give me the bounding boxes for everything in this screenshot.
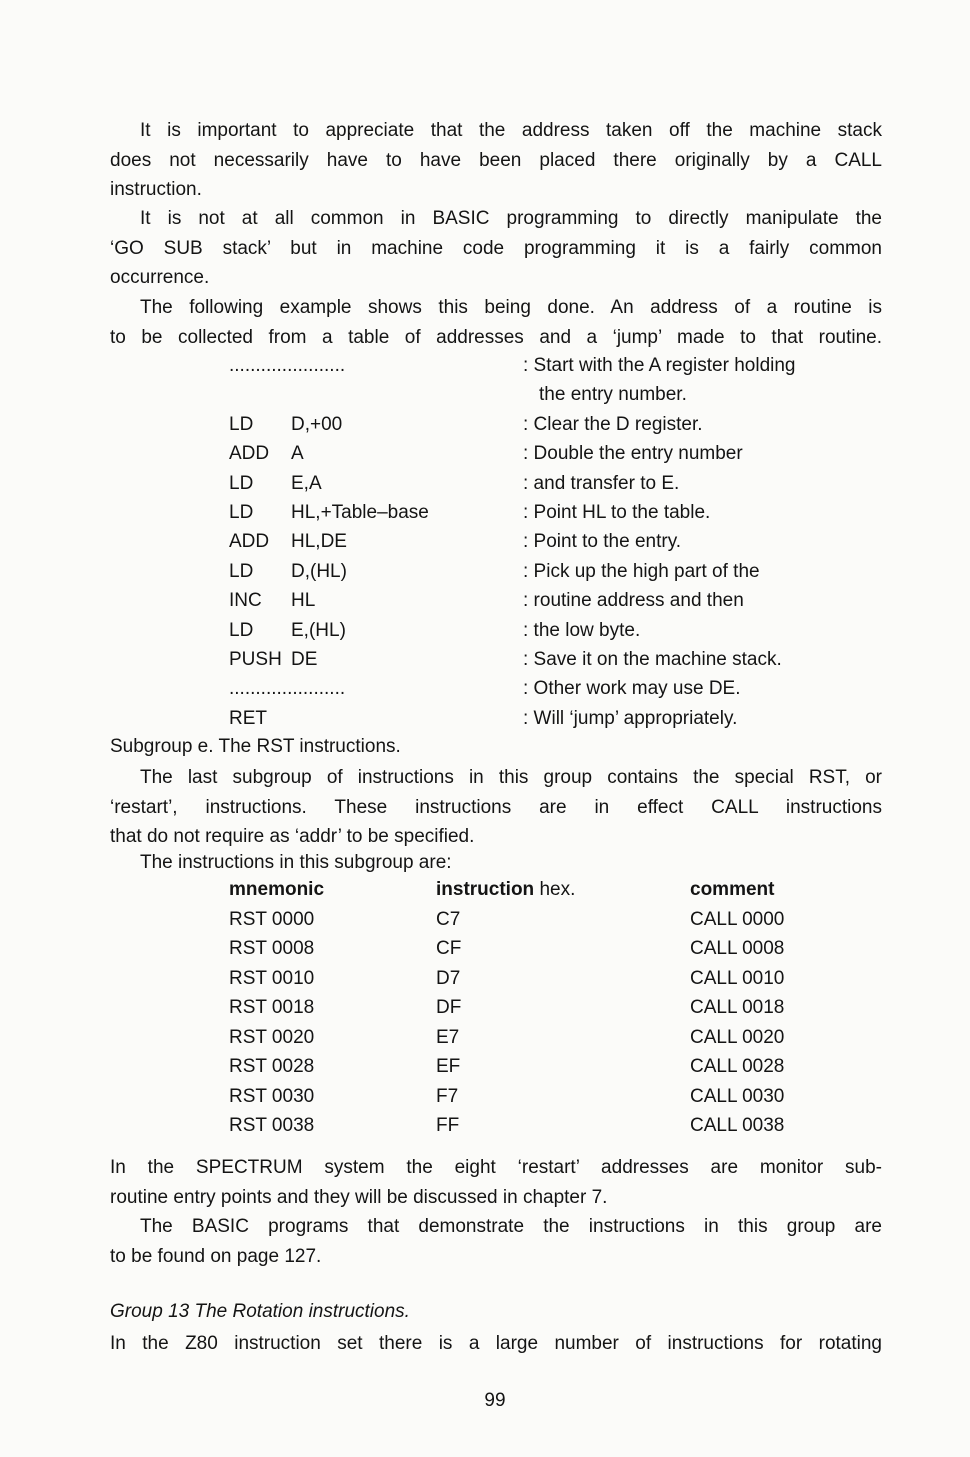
table-header-row [229, 879, 849, 909]
code-mnemonic: LD [229, 560, 254, 582]
code-mnemonic: LD [229, 619, 254, 641]
code-comment: : routine address and then [523, 590, 744, 612]
cell-hex: E7 [436, 1026, 460, 1048]
code-line [229, 620, 889, 649]
paragraph-rotation-intro [110, 1329, 882, 1359]
text-line: It is not at all common in BASIC programming to directly manipulate the [140, 208, 882, 229]
code-line [229, 678, 889, 707]
code-operand: E,(HL) [291, 619, 346, 641]
code-comment: the entry number. [539, 384, 687, 406]
code-line [229, 355, 889, 384]
column-header-instruction: instruction [436, 879, 535, 900]
code-comment: : Point HL to the table. [523, 501, 711, 523]
page-number: 99 [484, 1390, 506, 1411]
code-line [229, 531, 889, 560]
code-line [229, 414, 889, 443]
code-mnemonic: ...................... [229, 355, 346, 376]
table-row [229, 968, 849, 998]
code-comment: : Save it on the machine stack. [523, 648, 782, 670]
code-line [229, 473, 889, 502]
text-line: The last subgroup of instructions in this group contains the special RST, or [140, 767, 882, 788]
text-line: occurrence. [110, 267, 210, 288]
code-mnemonic: LD [229, 472, 254, 494]
code-comment: : Pick up the high part of the [523, 560, 760, 582]
code-comment: : Point to the entry. [523, 531, 682, 553]
code-comment: : and transfer to E. [523, 472, 680, 494]
paragraph-basic-programs [110, 1212, 882, 1271]
text-line: to be collected from a table of addresses and a ‘jump’ made to that routine. [110, 326, 882, 348]
cell-mnemonic: RST 0028 [229, 1056, 315, 1077]
cell-comment: CALL 0020 [690, 1026, 785, 1048]
cell-mnemonic: RST 0038 [229, 1115, 315, 1136]
table-row [229, 1086, 849, 1116]
code-line [229, 561, 889, 590]
table-row [229, 1027, 849, 1057]
code-mnemonic: LD [229, 413, 254, 435]
text-line: It is important to appreciate that the address taken off the machine stack [140, 120, 882, 141]
paragraph-rst-intro [110, 763, 882, 852]
code-operand: A [291, 443, 304, 465]
paragraph-example-intro [110, 293, 882, 352]
cell-comment: CALL 0028 [690, 1056, 785, 1077]
code-operand: DE [291, 648, 318, 670]
code-operand: HL,+Table–base [291, 501, 429, 523]
paragraph-gosub-stack [110, 204, 882, 293]
text-line: that do not require as ‘addr’ to be specified. [110, 826, 475, 847]
cell-comment: CALL 0008 [690, 938, 785, 959]
cell-hex: CF [436, 938, 462, 959]
cell-hex: C7 [436, 908, 461, 930]
code-operand: E,A [291, 472, 322, 494]
table-row [229, 997, 849, 1027]
cell-mnemonic: RST 0008 [229, 938, 315, 959]
code-mnemonic: RET [229, 707, 267, 729]
code-comment: : Will ‘jump’ appropriately. [523, 707, 738, 729]
cell-mnemonic: RST 0030 [229, 1085, 315, 1107]
cell-hex: EF [436, 1056, 461, 1077]
code-comment: : the low byte. [523, 619, 641, 641]
code-mnemonic: INC [229, 590, 262, 612]
column-header-comment: comment [690, 879, 775, 900]
table-row [229, 938, 849, 968]
table-row [229, 909, 849, 939]
cell-comment: CALL 0010 [690, 967, 785, 989]
paragraph-spectrum-restart [110, 1153, 882, 1212]
group-heading: Group 13 The Rotation instructions. [110, 1301, 410, 1322]
code-line [229, 590, 889, 619]
code-operand: HL,DE [291, 531, 347, 553]
cell-hex: D7 [436, 967, 461, 989]
text-line: routine entry points and they will be discussed in chapter 7. [110, 1186, 608, 1208]
text-line: ‘GO SUB stack’ but in machine code programming it is a fairly common [110, 237, 882, 259]
text-line: does not necessarily have to have been placed there originally by a CALL [110, 149, 882, 171]
subgroup-heading: Subgroup e. The RST instructions. [110, 736, 401, 757]
code-operand: D,(HL) [291, 560, 347, 582]
table-row [229, 1056, 849, 1086]
cell-mnemonic: RST 0010 [229, 967, 315, 989]
cell-comment: CALL 0030 [690, 1085, 785, 1107]
paragraph-stack-address [110, 116, 882, 205]
cell-mnemonic: RST 0018 [229, 997, 315, 1018]
cell-comment: CALL 0000 [690, 908, 785, 930]
cell-hex: F7 [436, 1085, 459, 1107]
code-line [229, 384, 889, 413]
code-line [229, 708, 889, 737]
code-mnemonic: ADD [229, 531, 270, 553]
cell-hex: DF [436, 997, 462, 1018]
code-line [229, 443, 889, 472]
text-line: instruction. [110, 179, 202, 200]
column-header-instruction-hex [436, 879, 575, 901]
code-comment: : Other work may use DE. [523, 678, 741, 700]
paragraph-subgroup-list: The instructions in this subgroup are: [140, 852, 452, 873]
cell-mnemonic: RST 0020 [229, 1026, 315, 1048]
cell-mnemonic: RST 0000 [229, 908, 315, 930]
cell-comment: CALL 0038 [690, 1115, 785, 1136]
code-comment: : Clear the D register. [523, 413, 703, 435]
text-line: ‘restart’, instructions. These instructions are in effect CALL instructions [110, 796, 882, 818]
rst-table [229, 879, 849, 1145]
text-line: to be found on page 127. [110, 1245, 322, 1267]
code-line [229, 502, 889, 531]
code-comment: : Start with the A register holding [523, 355, 796, 376]
code-mnemonic: ADD [229, 443, 270, 465]
column-header-hex: hex. [539, 879, 576, 900]
code-listing [229, 355, 889, 737]
code-operand: D,+00 [291, 413, 343, 435]
cell-comment: CALL 0018 [690, 997, 785, 1018]
code-comment: : Double the entry number [523, 443, 743, 465]
code-mnemonic: PUSH [229, 648, 282, 670]
text-line: The following example shows this being done. An address of a routine is [140, 297, 882, 318]
table-row [229, 1115, 849, 1145]
text-line: The BASIC programs that demonstrate the instructions in this group are [140, 1216, 882, 1237]
text-line: In the Z80 instruction set there is a large number of instructions for rotating [110, 1333, 882, 1354]
code-operand: HL [291, 590, 316, 612]
code-line [229, 649, 889, 678]
column-header-mnemonic: mnemonic [229, 879, 325, 900]
code-mnemonic: ...................... [229, 678, 346, 700]
cell-hex: FF [436, 1115, 460, 1136]
text-line: In the SPECTRUM system the eight ‘restart’ addresses are monitor sub- [110, 1157, 882, 1178]
code-mnemonic: LD [229, 501, 254, 523]
